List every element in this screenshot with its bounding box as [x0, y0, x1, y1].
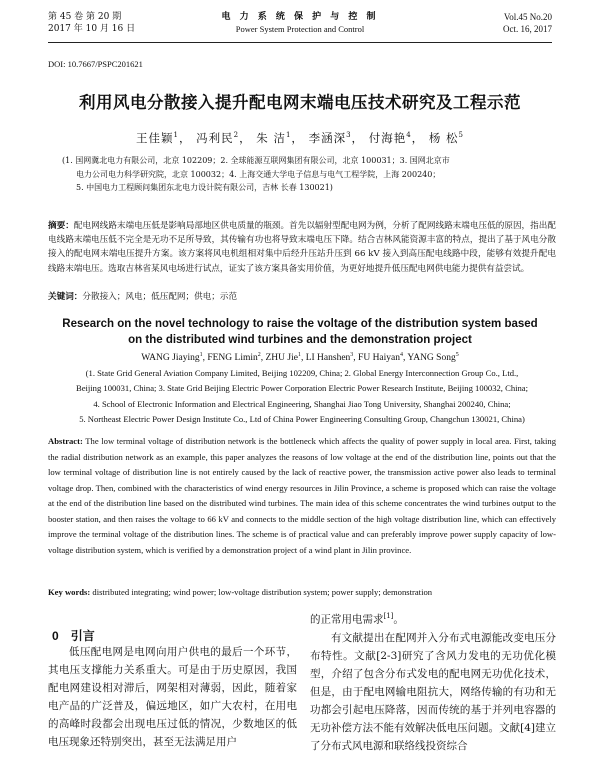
author-en: YANG Song$^5$: [407, 352, 459, 364]
affiliation-line: (1. 国网冀北电力有限公司，北京 102209；2. 全球能源互联网集团有限公司，北京 100031；3. 国网北京市: [62, 156, 450, 165]
affiliation-line: 5. Northeast Electric Power Design Institute Co., Ltd of China Power Engineering Consulting Group, Changchun 130021, China): [79, 413, 525, 424]
author-en: LI Hanshen$^3$: [305, 352, 354, 364]
abstract-cn-text: 配电网线路末端电压低是影响局部地区供电质量的瓶颈。首先以辐射型配电网为例，分析了配网线路末端电压低的原因，指出配电线路末端电压低不完全是无功不足所导致，其传输有功也将导致末端电压下降。结合吉林风能资源丰富的特点，提出了基于风电分散接入的配电网末端电压提升方案。该方案将风电机组相对集中后经升压站升压到 66 kV 接入到高压配电线路中段，能够有效提升配电线路末端电压。选取吉林省某风电场进行试点，证实了该方案具备实用价值，为更好地提升低压配电网供电能力提供有益尝试。: [48, 221, 556, 274]
abstract-en: [48, 434, 556, 558]
author-cn: 李涵深$^3$: [308, 131, 352, 145]
citation: [4]: [520, 721, 535, 734]
author-cn: 杨 松$^5$: [428, 131, 464, 145]
author-cn: 付海艳$^4$: [368, 131, 412, 145]
abstract-en-text: The low terminal voltage of distribution network is the bottleneck which affects the quality of power supply in local area. First, taking the radial distribution network as an example, this paper analyzes the reasons of low voltage at the end of the distribution line, points out that the low terminal voltage of distribution line is not entirely caused by the lack of reactive power, the transmission active power also leads to terminal voltage drop. Then, combined with the characteristics of wind energy resources in Jilin Province, a scheme is proposed which can raise the voltage at the end of the distribution line based on the distributed wind turbines. The main idea of this scheme concentrates the wind turbines output to the booster station, and then raises the voltage to 66 kV and connects to the middle section of the high voltage distribution line, which can effectively improve the terminal voltage of the distribution lines. The scheme is of practical value and can preferably improve power supply capacity of low-voltage distribution system, which is verified by a demonstration project of a wind plant in Jilin province.: [48, 436, 556, 555]
date-cn: 2017 年 10 月 16 日: [48, 24, 136, 34]
author-en: FU Haiyan$^4$: [358, 352, 403, 364]
paper-title-en: Research on the novel technology to raise the voltage of the distribution system based on the distributed wind turbines and the demonstration project: [62, 318, 538, 346]
volume-cn: 第 45 卷 第 20 期: [48, 12, 122, 22]
citation: [2-3]: [376, 649, 402, 662]
authors-en: WANG Jiaying$^1$, FENG Limin$^2$, ZHU Jie$^1$, LI Hanshen$^3$, FU Haiyan$^4$, YANG Song$^5$: [141, 352, 459, 364]
section-heading: [52, 627, 95, 644]
header-center: [48, 11, 552, 35]
author-cn: 冯利民$^2$: [196, 131, 240, 145]
volume-en: Vol.45 No.20: [503, 12, 552, 22]
author-en: ZHU Jie$^1$: [265, 352, 301, 364]
keywords-en-label: Key words:: [48, 587, 91, 597]
author-en: WANG Jiaying$^1$: [141, 352, 203, 364]
body-paragraph: 的正常用电需求[1]。: [310, 612, 404, 626]
keywords-cn: [48, 290, 237, 302]
affiliations-en: [48, 366, 556, 427]
affiliation-line: 4. School of Electronic Information and Electrical Engineering, Shanghai Jiao Tong University, Shanghai 200240, China;: [93, 398, 511, 409]
abstract-cn: [48, 219, 556, 276]
date-en: Oct. 16, 2017: [503, 24, 552, 34]
author-cn: 王佳颖$^1$: [136, 131, 180, 145]
header-right: [503, 11, 552, 35]
affiliation-line: Beijing 100031, China; 3. State Grid Beijing Electric Power Corporation Electric Power Research Institute, Beijing 100032, China;: [75, 383, 529, 394]
keywords-en: [48, 587, 432, 597]
affiliation-line: 5. 中国电力工程顾问集团东北电力设计院有限公司，吉林 长春 130021): [76, 183, 333, 192]
author-en: FENG Limin$^2$: [207, 352, 261, 364]
keywords-cn-text: 分散接入；风电；低压配网；供电；示范: [82, 292, 238, 302]
keywords-cn-label: 关键词：: [48, 292, 83, 302]
journal-name-cn: 电 力 系 统 保 护 与 控 制: [221, 12, 379, 22]
body-paragraph: 低压配电网是电网向用户供电的最后一个环节，其电压支撑能力关系重大。可是由于历史原因，我国配电网建设相对滞后，网架相对薄弱，因此，随着家电产品的广泛普及，偏远地区，如广大农村，在用电的高峰时段都会出现电压过低的情况，少数地区的低电压现象还特别突出，甚至无法满足用户: [48, 646, 297, 748]
body-paragraph: 有文献提出在配网并入分布式电源能改变电压分布特性。文献[2-3]研究了含风力发电的无功优化模型，介绍了包含分布式发电的配电网无功优化技术，但是，由于配电网输电阻抗大，网络传输的有功和无功都会引起电压降落，因而传统的基于并列电容器的无功补偿方法不能有效解决低电压问题。文献[4]建立了分布式风电源和联络线投资综合: [310, 631, 557, 752]
body-column-right: [310, 607, 556, 755]
affiliation-line: (1. State Grid General Aviation Company Limited, Beijing 102209, China; 2. Global Energy Interconnection Group Co., Ltd.,: [85, 368, 519, 378]
journal-name-en: Power System Protection and Control: [235, 24, 365, 34]
affiliation-line: 电力公司电力科学研究院，北京 100032；4. 上海交通大学电子信息与电气工程学院，上海 200240；: [76, 169, 441, 179]
section-title: 引言: [70, 629, 95, 643]
author-cn: 朱 洁$^1$: [256, 131, 292, 145]
keywords-en-text: distributed integrating; wind power; low-voltage distribution system; power supply; demonstration: [92, 587, 433, 597]
abstract-en-label: Abstract:: [48, 436, 83, 446]
authors-cn: 王佳颖$^1$， 冯利民$^2$， 朱 洁$^1$， 李涵深$^3$， 付海艳$^4$， 杨 松$^5$: [136, 131, 464, 145]
page-header: [48, 8, 552, 43]
doi: DOI: 10.7667/PSPC201621: [48, 59, 143, 69]
affiliations-cn: [62, 154, 562, 195]
citation: [1]: [383, 612, 394, 620]
paper-title-cn: 利用风电分散接入提升配电网末端电压技术研究及工程示范: [79, 93, 521, 112]
body-column-left: [48, 643, 297, 751]
section-number: 0: [52, 629, 59, 643]
abstract-cn-label: 摘要：: [48, 221, 74, 231]
